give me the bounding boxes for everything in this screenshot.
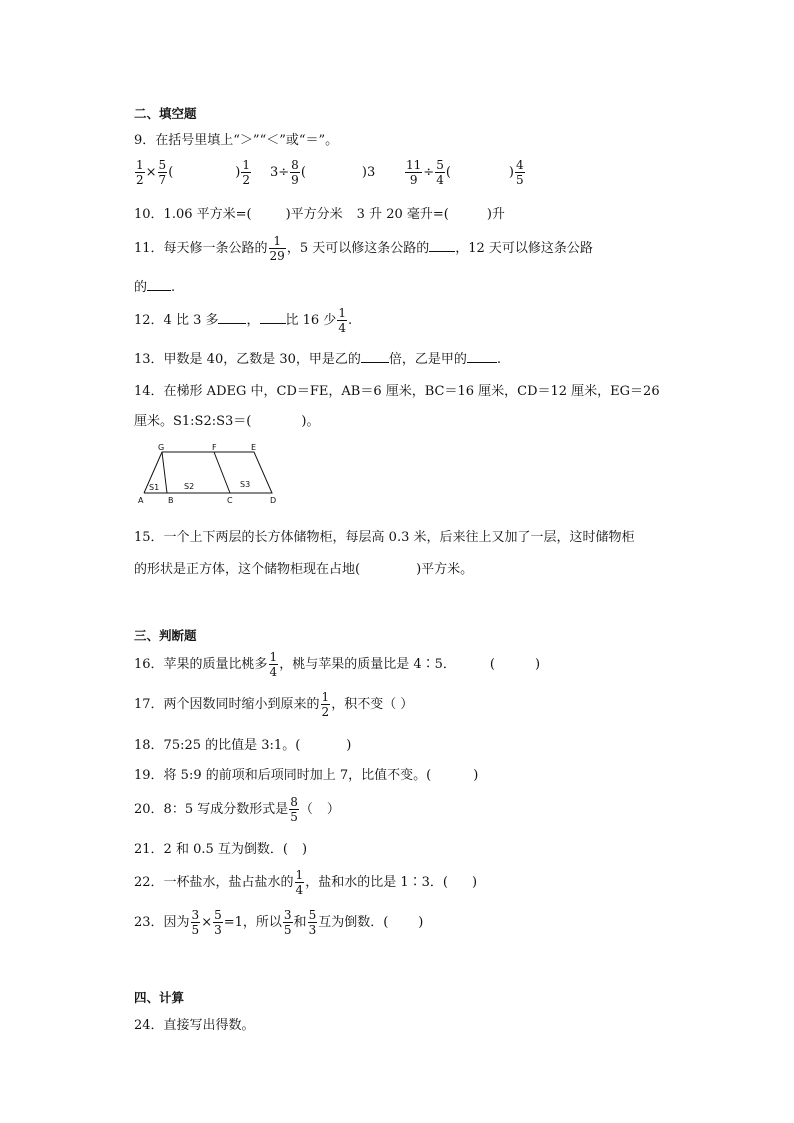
label-c: C bbox=[227, 496, 233, 505]
fraction: $\frac{1}{4}$ bbox=[338, 306, 346, 335]
label-b: B bbox=[168, 496, 174, 505]
q9-expression-3: $\frac{11}{9}$ ÷ $\frac{5}{4}$ ( ) $\frac{4}{5}$ bbox=[406, 158, 524, 187]
question-14: 14．在梯形 ADEG 中，CD＝FE，AB＝6 厘米，BC＝16 厘米，CD＝12 厘米，EG＝26 bbox=[134, 384, 660, 399]
fraction: $\frac{1}{2}$ bbox=[242, 158, 250, 187]
question-23: 23．因为 $\frac{3}{5}$ × $\frac{5}{3}$ =1，所以 $\frac{3}{5}$ 和 $\frac{5}{3}$ 互为倒数．( ) bbox=[134, 908, 424, 937]
question-11: 11．每天修一条公路的 $\frac{1}{29}$ ，5 天可以修这条公路的 ，12 天可以修这条公路 bbox=[134, 234, 593, 263]
fraction: $\frac{5}{4}$ bbox=[436, 158, 444, 187]
section-heading-calc: 四、计算 bbox=[134, 990, 185, 1005]
question-11-cont: 的 . bbox=[134, 280, 176, 295]
fraction: $\frac{5}{7}$ bbox=[158, 158, 167, 187]
question-22: 22．一杯盐水，盐占盐水的 $\frac{1}{4}$ ，盐和水的比是 1∶3．( ) bbox=[134, 868, 478, 897]
fraction: $\frac{1}{4}$ bbox=[269, 650, 278, 679]
label-d: D bbox=[270, 496, 277, 505]
fraction: $\frac{5}{3}$ bbox=[308, 908, 317, 937]
answer-blank[interactable] bbox=[361, 350, 389, 363]
fraction: $\frac{4}{5}$ bbox=[515, 158, 524, 187]
fraction: $\frac{3}{5}$ bbox=[283, 908, 292, 937]
fraction: $\frac{1}{2}$ bbox=[136, 158, 144, 187]
label-s3: S3 bbox=[240, 480, 251, 489]
fraction: $\frac{5}{3}$ bbox=[214, 908, 222, 937]
question-17: 17．两个因数同时缩小到原来的 $\frac{1}{2}$ ，积不变（ ） bbox=[134, 690, 414, 719]
segment-fc bbox=[214, 452, 230, 493]
question-21: 21．2 和 0.5 互为倒数．( ) bbox=[134, 842, 308, 857]
label-a: A bbox=[138, 496, 144, 505]
fraction: $\frac{1}{4}$ bbox=[295, 868, 304, 897]
question-19: 19．将 5:9 的前项和后项同时加上 7，比值不变。( ) bbox=[134, 768, 479, 783]
label-s1: S1 bbox=[149, 483, 160, 492]
segment-gb bbox=[162, 452, 167, 493]
fraction: $\frac{3}{5}$ bbox=[191, 908, 200, 937]
question-20: 20．8：5 写成分数形式是 $\frac{8}{5}$ （ ） bbox=[134, 795, 340, 824]
label-f: F bbox=[212, 443, 217, 452]
question-18: 18．75:25 的比值是 3:1。( ) bbox=[134, 738, 352, 753]
q9-expression-1: $\frac{1}{2}$ × $\frac{5}{7}$ ( ) $\frac{1}{2}$ bbox=[136, 158, 250, 187]
answer-blank[interactable] bbox=[429, 239, 455, 252]
answer-blank[interactable] bbox=[218, 311, 246, 324]
fraction: $\frac{8}{9}$ bbox=[291, 158, 299, 187]
label-g: G bbox=[158, 443, 165, 452]
question-10: 10．1.06 平方米=( )平方分米 3 升 20 毫升=( )升 bbox=[134, 207, 505, 222]
question-14-cont: 厘米。S1:S2:S3＝( )。 bbox=[134, 414, 320, 429]
answer-blank[interactable] bbox=[147, 278, 171, 291]
fraction: $\frac{11}{9}$ bbox=[406, 158, 422, 187]
fraction: $\frac{1}{2}$ bbox=[321, 690, 330, 719]
question-16: 16．苹果的质量比桃多 $\frac{1}{4}$ ，桃与苹果的质量比是 4∶5． ( ) bbox=[134, 650, 541, 679]
question-13: 13．甲数是 40，乙数是 30，甲是乙的 倍，乙是甲的 . bbox=[134, 352, 502, 367]
question-15: 15．一个上下两层的长方体储物柜，每层高 0.3 米，后来往上又加了一层，这时储物柜 bbox=[134, 530, 635, 545]
section-heading-judge: 三、判断题 bbox=[134, 628, 197, 643]
fraction: $\frac{8}{5}$ bbox=[290, 795, 298, 824]
fraction: $\frac{1}{29}$ bbox=[269, 234, 285, 263]
label-e: E bbox=[251, 443, 257, 452]
section-heading-fill: 二、填空题 bbox=[134, 106, 197, 121]
answer-blank[interactable] bbox=[467, 350, 497, 363]
question-24: 24．直接写出得数。 bbox=[134, 1018, 255, 1033]
label-s2: S2 bbox=[184, 482, 195, 491]
trapezoid-figure bbox=[134, 440, 284, 508]
question-9: 9．在括号里填上“＞”“＜”或“＝”。 bbox=[134, 133, 339, 148]
answer-blank[interactable] bbox=[260, 311, 286, 324]
question-15-cont: 的形状是正方体，这个储物柜现在占地( )平方米。 bbox=[134, 562, 474, 577]
q9-expression-2: 3÷ $\frac{8}{9}$ ( )3 bbox=[270, 158, 376, 187]
question-12: 12．4 比 3 多 ， 比 16 少 $\frac{1}{4}$ . bbox=[134, 306, 353, 335]
